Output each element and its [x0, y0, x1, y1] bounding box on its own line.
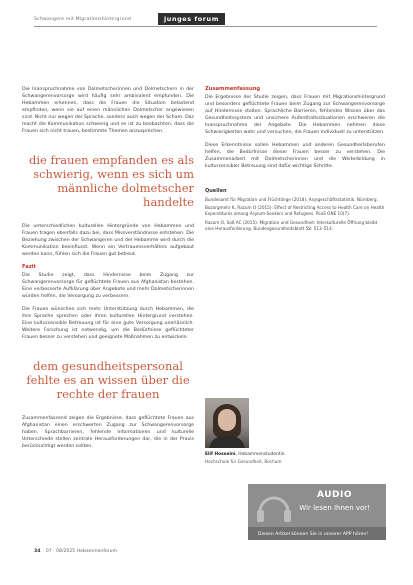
audio-line: Wir lesen Ihnen vor!: [299, 504, 370, 512]
intro-paragraph: Die Inanspruchnahme von Dolmetscherinnen und Dolmetschern in der Schwangerenvorsorge wird häufig sehr ambivalent empfunden. Die Hebammen erkennen, dass die Frauen die Situation belastend empfinden, wenn sie auf einen männlichen Dolmetscher angewiesen sind. Nicht nur wegen der Sprache, sondern auch wegen der Scham. Das macht die Kommunikation schwierig und es ist zu beobachten, dass die Frauen sich nicht trauen, bestimmte Themen anzusprechen.: [22, 87, 194, 134]
paragraph-3: Die Studie zeigt, dass Hindernisse beim Zugang zur Schwangerenvorsorge für geflüchtete Frauen aus Afghanistan bestehen. Eine verbesserte Aufklärung über Angebote und mehr Dolmetscherinnen würden helfen, die Versorgung zu verbessern.: [22, 273, 194, 299]
summary-paragraph-2: Diese Erkenntnisse sollen Hebammen und anderen Gesundheitsberufen helfen, die Bedürfnisse dieser Frauen besser zu verstehen. Die Zusammenarbeit mit Dolmetscherinnen und die Weiterbildung in kultursensibler Betreuung sind dafür wichtige Schritte.: [205, 143, 385, 169]
headphones-icon: [254, 488, 294, 528]
summary-paragraph-1: Die Ergebnisse der Studie zeigen, dass Frauen mit Migrationshintergrund und besonders geflüchtete Frauen beim Zugang zur Schwangerenvorsorge auf Hindernisse stoßen. Sprachliche Barrieren, fehlendes Wissen über das Gesundheitssystem und unsichere Aufenthaltssituationen erschweren die Inanspruchnahme der Angebote. Die Hebammen nehmen diese Schwierigkeiten wahr und versuchen, die Frauen individuell zu unterstützen.: [205, 95, 385, 135]
paragraph-5: Zusammenfassend zeigen die Ergebnisse, dass geflüchtete Frauen aus Afghanistan einen erschwerten Zugang zur Schwangerenvorsorge haben. Sprachbarrieren, fehlende Informationen und kulturelle Unterschiede stellen zentrale Herausforderungen dar, die in der Praxis berücksichtigt werden sollten.: [22, 416, 194, 449]
audio-promo[interactable]: [248, 484, 386, 540]
header-rule: [34, 26, 377, 27]
footer: [34, 549, 117, 554]
section-heading-fazit: Fazit: [22, 264, 37, 270]
pull-quote-1: die frauen empfanden es als schwierig, wenn es sich um männliche dolmetscher handelte: [28, 153, 194, 209]
section-tag: junges forum: [158, 13, 225, 25]
running-header: [34, 16, 377, 28]
audio-cta[interactable]: Diesen Artikel können Sie in unserer APP hören!: [258, 532, 369, 537]
author-name: Elif Hosseini: [205, 452, 236, 457]
audio-title: AUDIO: [317, 490, 352, 500]
paragraph-4: Die Frauen wünschen sich mehr Unterstützung durch Hebammen, die ihre Sprache sprechen oder ihren kulturellen Hintergrund verstehen. Eine kultursensible Betreuung ist für eine gute Versorgung unerlässlich. Weitere Forschung ist notwendig, um die Bedürfnisse geflüchteter Frauen besser zu verstehen und geeignete Maßnahmen zu entwickeln.: [22, 307, 194, 340]
source-item: Razum O, Saß AC (2015): Migration und Gesundheit: Interkulturelle Öffnung bleibt eine Herausforderung. Bundesgesundheitsblatt 58: 513–514.: [205, 219, 378, 231]
author-affiliation: Hochschule für Gesundheit, Bochum: [205, 458, 282, 464]
source-item: Bundesamt für Migration und Flüchtlinge (2018): Asylgeschäftsstatistik. Nürnberg.: [205, 197, 378, 202]
sources-heading: Quellen: [205, 188, 227, 194]
issue-info: 07 · 08/2025 Hebammenforum: [45, 549, 118, 554]
author-role: Hebammenstudentin: [238, 452, 285, 457]
section-heading-summary: Zusammenfassung: [205, 86, 261, 92]
author-box: [205, 398, 385, 465]
source-item: Bozorgmehr K, Razum O (2015): Effect of Restricting Access to Health Care on Health Expenditures among Asylum-Seekers and Refugees. PLoS ONE 10(7).: [205, 205, 385, 217]
right-column: [205, 86, 385, 234]
author-photo: [205, 398, 249, 448]
left-column: [22, 86, 194, 456]
pull-quote-2: dem gesundheitspersonal fehlte es an wissen über die rechte der frauen: [26, 359, 190, 401]
paragraph-2: Die unterschiedlichen kulturellen Hintergründe von Hebammen und Frauen tragen ebenfalls dazu bei, dass Missverständnisse entstehen. Die Beziehung zwischen der Schwangeren und der Hebamme wird durch die Kommunikation beeinflusst. Wenn ein Vertrauensverhältnis aufgebaut werden kann, fühlen sich die Frauen gut betreut.: [22, 224, 194, 257]
page-number: 34: [34, 549, 41, 554]
author-name-line: Elif Hosseini, Hebammenstudentin: [205, 452, 285, 457]
running-title: Schwangere mit Migrationshintergrund: [34, 17, 131, 22]
